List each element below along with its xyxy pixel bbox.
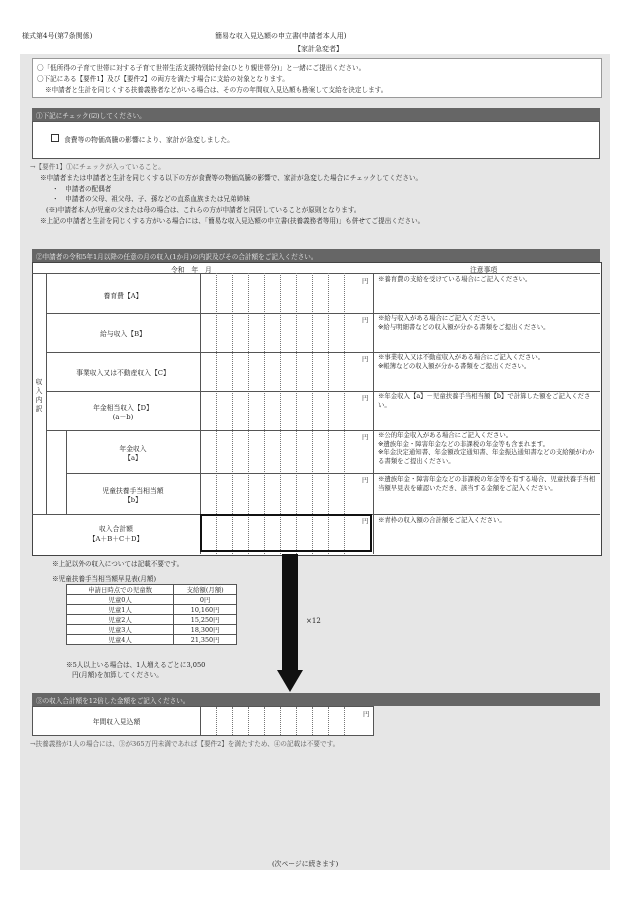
income-breakdown-label: 収入内訳 — [35, 378, 43, 413]
total-yen: 円 — [362, 517, 369, 525]
down-arrow-icon — [277, 670, 303, 692]
annual-income-yen: 円 — [363, 710, 370, 718]
multiplier-label: ×12 — [306, 617, 321, 625]
table-row — [67, 635, 237, 645]
notice-line-3: ※申請者と生計を同じくする扶養義務者などがいる場合は、その方の年間収入見込額も勘案して支給を決定します。 — [45, 86, 388, 94]
row-pension-label: 年金収入 — [119, 445, 147, 453]
row-allowance-yen: 円 — [362, 476, 369, 484]
row-c-yen: 円 — [362, 355, 369, 363]
notice-line-1: 〇「低所得の子育て世帯に対する子育て世帯生活支援特別給付金(ひとり親世帯分)」と一緒にご提出ください。 — [37, 64, 366, 72]
row-d-sub: (a－b) — [112, 413, 134, 421]
requirement1-label: →【要件1】①にチェックが入っていること。 — [30, 163, 165, 171]
row-c-label: 事業収入又は不動産収入【C】 — [76, 369, 170, 377]
total-note: ※青枠の収入額の合計額をご記入ください。 — [378, 516, 506, 524]
row-allowance-sub: 【b】 — [124, 496, 142, 504]
row-pension-sub: 【a】 — [124, 454, 142, 462]
down-arrow-shaft — [282, 554, 298, 670]
section3-heading-bar — [32, 693, 600, 706]
total-sub: 【A＋B＋C＋D】 — [88, 535, 144, 543]
checkbox-label: 食費等の物価高騰の影響により、家計が急変しました。 — [64, 136, 234, 144]
section1-heading: ①下記にチェック(☑)してください。 — [36, 112, 146, 120]
section3-footnote: →扶養義務が1人の場合には、③が365万円未満であれば【要件2】を満たすため、④の記載は不要です。 — [30, 740, 340, 748]
allowance-amount-cell: 18,300円 — [174, 625, 237, 635]
allowance-amount-cell: 0円 — [174, 595, 237, 605]
section1-checkbox-box — [32, 121, 600, 159]
row-pension-yen: 円 — [362, 433, 369, 441]
row-b-amount-field[interactable] — [201, 314, 372, 351]
row-c-note: ※事業収入又は不動産収入がある場合にご記入ください。 ※帳簿などの収入額が分かる書類をご提出ください。 — [378, 353, 545, 370]
allowance-header-children: 申請日時点での児童数 — [67, 585, 174, 595]
allowance-children-cell: 児童4人 — [67, 635, 174, 645]
section1-bullet-2: ・ 申請者の父母、祖父母、子、孫などの直系血族または兄弟姉妹 — [52, 195, 250, 203]
section1-heading-bar — [32, 108, 600, 121]
allowance-children-cell: 児童2人 — [67, 615, 174, 625]
notice-line-2: 〇下記にある【要件1】及び【要件2】の両方を満たす場合に支給の対象となります。 — [37, 75, 289, 83]
allowance-amount-cell: 10,160円 — [174, 605, 237, 615]
row-c-amount-field[interactable] — [201, 353, 372, 390]
row-allowance-note: ※遺族年金・障害年金などの非課税の年金等を有する場合、児童扶養手当相当額早見表を確認いただき、該当する金額をご記入ください。 — [378, 475, 596, 492]
row-allowance-label: 児童扶養手当相当額 — [102, 487, 164, 495]
allowance-children-cell: 児童3人 — [67, 625, 174, 635]
row-d-amount-field[interactable] — [201, 392, 372, 429]
section1-note-3: ※上記の申請者と生計を同じくする方がいる場合には、「簡易な収入見込額の申立書(扶養義務者等用)」も併せてご提出ください。 — [40, 217, 425, 225]
row-b-yen: 円 — [362, 316, 369, 324]
annual-income-box — [32, 706, 374, 736]
allowance-table — [66, 584, 237, 645]
allowance-footnote-1: ※5人以上いる場合は、1人増えるごとに3,050 — [66, 661, 206, 669]
allowance-footnote-2: 円(月額)を加算してください。 — [72, 671, 163, 679]
allowance-amount-cell: 15,250円 — [174, 615, 237, 625]
row-pension-amount-field[interactable] — [201, 431, 372, 472]
row-d-label: 年金相当収入【D】 — [93, 404, 153, 412]
table-row — [67, 595, 237, 605]
period-label: 令和 年 月 — [171, 266, 212, 274]
form-number: 様式第4号(第7条関係) — [22, 32, 93, 40]
form-title: 簡易な収入見込額の申立書(申請者本人用) — [215, 32, 347, 40]
section2-heading: ②申請者の令和5年1月以降の任意の月の収入(1か月)の内訳及びその合計額をご記入ください。 — [36, 253, 318, 261]
section1-bullet-1: ・ 申請者の配偶者 — [52, 185, 112, 193]
row-a-yen: 円 — [362, 277, 369, 285]
notes-header: 注意事項 — [470, 266, 498, 274]
total-label: 収入合計額 — [99, 525, 133, 533]
section1-note-2: (※)申請者本人が児童の父または母の場合は、これらの方が申請者と同居していることが原則となります。 — [46, 206, 361, 214]
row-allowance-amount-field[interactable] — [201, 474, 372, 513]
allowance-header-amount: 支給額(月額) — [174, 585, 237, 595]
row-d-note: ※年金収入【a】－児童扶養手当相当額【b】で計算した額をご記入ください。 — [378, 392, 591, 409]
allowance-amount-cell: 21,350円 — [174, 635, 237, 645]
total-amount-field[interactable] — [200, 514, 372, 552]
other-income-note: ※上記以外の収入については記載不要です。 — [52, 560, 184, 568]
row-a-amount-field[interactable] — [201, 274, 372, 312]
section1-note-1: ※申請者または申請者と生計を同じくする以下の方が食費等の物価高騰の影響で、家計が急変した場合にチェックしてください。 — [40, 174, 423, 182]
row-d-yen: 円 — [362, 394, 369, 402]
annual-income-label: 年間収入見込額 — [92, 718, 141, 726]
row-pension-note: ※公的年金収入がある場合にご記入ください。 ※遺族年金・障害年金などの非課税の年金等も含まれます。 ※年金決定通知書、年金額改定通知書、年金振込通知書などの支給額がわかる書類をご提出ください。 — [378, 431, 595, 465]
row-a-note: ※養育費の支給を受けている場合にご記入ください。 — [378, 275, 532, 283]
row-a-label: 養育費【A】 — [103, 292, 143, 300]
table-row — [67, 605, 237, 615]
form-subtitle: 【家計急変者】 — [294, 45, 343, 53]
section3-heading: ③の収入合計額を12倍した金額をご記入ください。 — [36, 697, 190, 705]
allowance-children-cell: 児童0人 — [67, 595, 174, 605]
allowance-children-cell: 児童1人 — [67, 605, 174, 615]
row-b-note: ※給与収入がある場合にご記入ください。 ※給与明細書などの収入額が分かる書類をご提出ください。 — [378, 314, 550, 331]
continue-note: (次ページに続きます) — [272, 860, 339, 868]
section2-heading-bar — [32, 249, 600, 262]
annual-income-amount-field[interactable] — [201, 708, 372, 734]
allowance-table-title: ※児童扶養手当相当額早見表(月額) — [52, 575, 157, 583]
table-row — [67, 615, 237, 625]
table-row — [67, 625, 237, 635]
notice-box — [32, 58, 602, 98]
row-b-label: 給与収入【B】 — [100, 330, 146, 338]
family-change-checkbox[interactable] — [51, 134, 59, 142]
